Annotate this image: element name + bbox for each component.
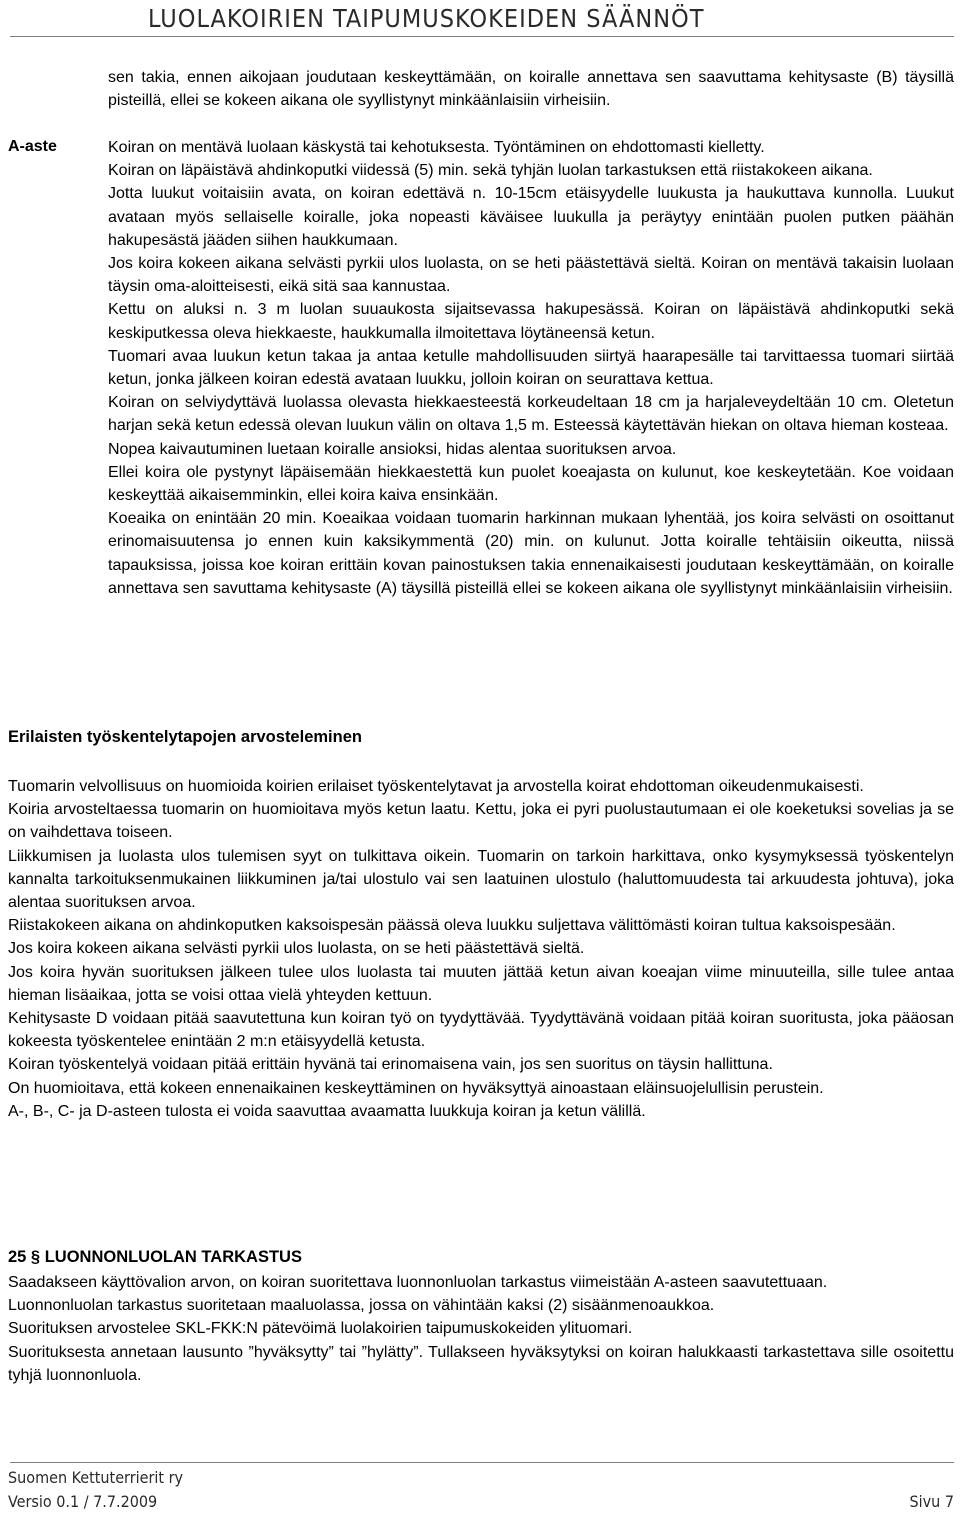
erilaisten-paragraph: Koiran työskentelyä voidaan pitää erittäin hyvänä tai erinomaisena vain, jos sen suoritus on täysin hallittuna. — [8, 1056, 773, 1074]
erilaisten-paragraph: Riistakokeen aikana on ahdinkoputken kaksoispesän päässä oleva luukku suljettava välittömästi koiran tultua kaksoispesään. — [8, 917, 896, 935]
a-aste-paragraph: Kettu on aluksi n. 3 m luolan suuaukosta sijaitsevassa hakupesässä. Koiran on läpäistävä ahdinkoputki sekä keskiputkessa oleva hiekkaeste, haukkumalla ilmoitettava löytäneensä ketun. — [108, 301, 954, 342]
a-aste-paragraph: Nopea kaivautuminen luetaan koiralle ansioksi, hidas alentaa suorituksen arvoa. — [108, 440, 677, 458]
footer-divider — [10, 1462, 954, 1463]
section25-paragraph: Suorituksen arvostelee SKL-FKK:N pätevöimä luolakoirien taipumuskokeiden ylituomari. — [8, 1320, 633, 1338]
erilaisten-content — [8, 775, 954, 1123]
erilaisten-paragraph: Jos koira hyvän suorituksen jälkeen tulee ulos luolasta tai muuten jättää ketun aivan koeajan viime minuuteilla, sille tulee antaa hieman lisäaikaa, jotta se voisi ottaa vielä yhteyden kettuun. — [8, 963, 954, 1004]
section-heading-25: 25 § LUONNONLUOLAN TARKASTUS — [8, 1248, 302, 1266]
header-divider — [10, 36, 954, 37]
footer-organization: Suomen Kettuterrierit ry — [8, 1468, 184, 1487]
section25-paragraph: Suorituksesta annetaan lausunto ”hyväksytty” tai ”hylätty”. Tullakseen hyväksytyksi on koiran halukkaasti tarkastettava sille osoitettu tyhjä luonnonluola. — [8, 1343, 954, 1384]
erilaisten-paragraph: On huomioitava, että kokeen ennenaikainen keskeyttäminen on hyväksyttyä ainoastaan eläinsuojelullisin perustein. — [8, 1079, 824, 1097]
section25-content — [8, 1271, 954, 1387]
footer-version: Versio 0.1 / 7.7.2009 — [8, 1492, 158, 1511]
erilaisten-paragraph: Tuomarin velvollisuus on huomioida koirien erilaiset työskentelytavat ja arvostella koirat ehdottoman oikeudenmukaisesti. — [8, 778, 864, 795]
a-aste-paragraph: Koeaika on enintään 20 min. Koeaikaa voidaan tuomarin harkinnan mukaan lyhentää, jos koira selvästi on osoittanut erinomaisuutensa jo ennen kuin kaksikymmentä (20) min. on kulunut. Jotta koiralle tehtäisiin oikeutta, niissä tapauksissa, joissa koe koiran erittäin kovan painostuksen takia ennenaikaisesti joudutaan keskeyttämään, on koiralle annettava sen savuttama kehitysaste (A) täysillä pisteillä ellei se kokeen aikana ole syyllistynyt minkäänlaisiin virheisiin. — [108, 510, 954, 597]
erilaisten-paragraph: Liikkumisen ja luolasta ulos tulemisen syyt on tulkittava oikein. Tuomarin on tarkoin harkittava, onko kysymyksessä työskentelyn kannalta tarkoituksenmukainen liikkuminen ja/tai ulostulo vai sen laatuinen ulostulo (haluttomuudesta tai arkuudesta johtuva), joka alentaa suorituksen arvoa. — [8, 847, 954, 912]
erilaisten-paragraph: Koiria arvosteltaessa tuomarin on huomioitava myös ketun laatu. Kettu, joka ei pyri puolustautumaan ei ole koeketuksi sovelias ja se on vaihdettava toiseen. — [8, 801, 954, 842]
a-aste-label: A-aste — [8, 138, 57, 155]
a-aste-paragraph: Koiran on läpäistävä ahdinkoputki viidessä (5) min. sekä tyhjän luolan tarkastuksen että riistakokeen aikana. — [108, 162, 873, 180]
intro-paragraph: sen takia, ennen aikojaan joudutaan keskeyttämään, on koiralle annettava sen saavuttama kehitysaste (B) täysillä pisteillä, ellei se kokeen aikana ole syyllistynyt minkäänlaisiin virheisiin. — [108, 69, 954, 110]
section25-paragraph: Saadakseen käyttövalion arvon, on koiran suoritettava luonnonluolan tarkastus viimeistään A-asteen saavutettuaan. — [8, 1274, 828, 1291]
section-heading-erilaisten: Erilaisten työskentelytapojen arvosteleminen — [8, 728, 362, 746]
a-aste-paragraph: Koiran on mentävä luolaan käskystä tai kehotuksesta. Työntäminen on ehdottomasti kielletty. — [108, 139, 765, 156]
a-aste-paragraph: Jos koira kokeen aikana selvästi pyrkii ulos luolasta, on se heti päästettävä sieltä. Koiran on mentävä takaisin luolaan täysin oma-aloitteisesti, eikä sitä saa kannustaa. — [108, 255, 954, 296]
a-aste-paragraph: Jotta luukut voitaisiin avata, on koiran edettävä n. 10-15cm etäisyydelle luukusta ja haukuttava kunnolla. Luukut avataan myös sellaiselle koiralle, joka nopeasti käväisee luukulla ja peräytyy enintään puolen putken päähän hakupesästä jääden siihen haukkumaan. — [108, 185, 954, 249]
erilaisten-paragraph: A-, B-, C- ja D-asteen tulosta ei voida saavuttaa avaamatta luukkuja koiran ja ketun välillä. — [8, 1102, 646, 1120]
erilaisten-paragraph: Jos koira kokeen aikana selvästi pyrkii ulos luolasta, on se heti päästettävä sieltä. — [8, 940, 585, 958]
a-aste-paragraph: Tuomari avaa luukun ketun takaa ja antaa ketulle mahdollisuuden siirtyä haarapesälle tai tarvittaessa tuomari siirtää ketun, jonka jälkeen koiran edestä avataan luukku, jolloin koiran on seurattava kettua. — [108, 347, 954, 389]
a-aste-paragraph: Koiran on selviydyttävä luolassa olevasta hiekkaesteestä korkeudeltaan 18 cm ja harjaleveydeltään 10 cm. Oletetun harjan sekä ketun edessä olevan luukun välin on oltava 1,5 m. Esteessä käytettävän hiekan on oltava hieman kosteaa. — [108, 394, 954, 435]
a-aste-content — [108, 136, 954, 600]
erilaisten-paragraph: Kehitysaste D voidaan pitää saavutettuna kun koiran työ on tyydyttävää. Tyydyttävänä voidaan pitää koiran suoritusta, joka pääosan kokeesta työskentelee enintään 2 m:n etäisyydellä ketusta. — [8, 1010, 954, 1051]
a-aste-paragraph: Ellei koira ole pystynyt läpäisemään hiekkaestettä kun puolet koeajasta on kulunut, koe keskeytetään. Koe voidaan keskeyttää aikaisemminkin, ellei koira kaiva ensinkään. — [108, 463, 954, 505]
page-number: Sivu 7 — [909, 1492, 954, 1511]
document-title: LUOLAKOIRIEN TAIPUMUSKOKEIDEN SÄÄNNÖT — [148, 4, 705, 33]
page-header — [0, 0, 960, 42]
section25-paragraph: Luonnonluolan tarkastus suoritetaan maaluolassa, jossa on vähintään kaksi (2) sisäänmenoaukkoa. — [8, 1297, 715, 1315]
